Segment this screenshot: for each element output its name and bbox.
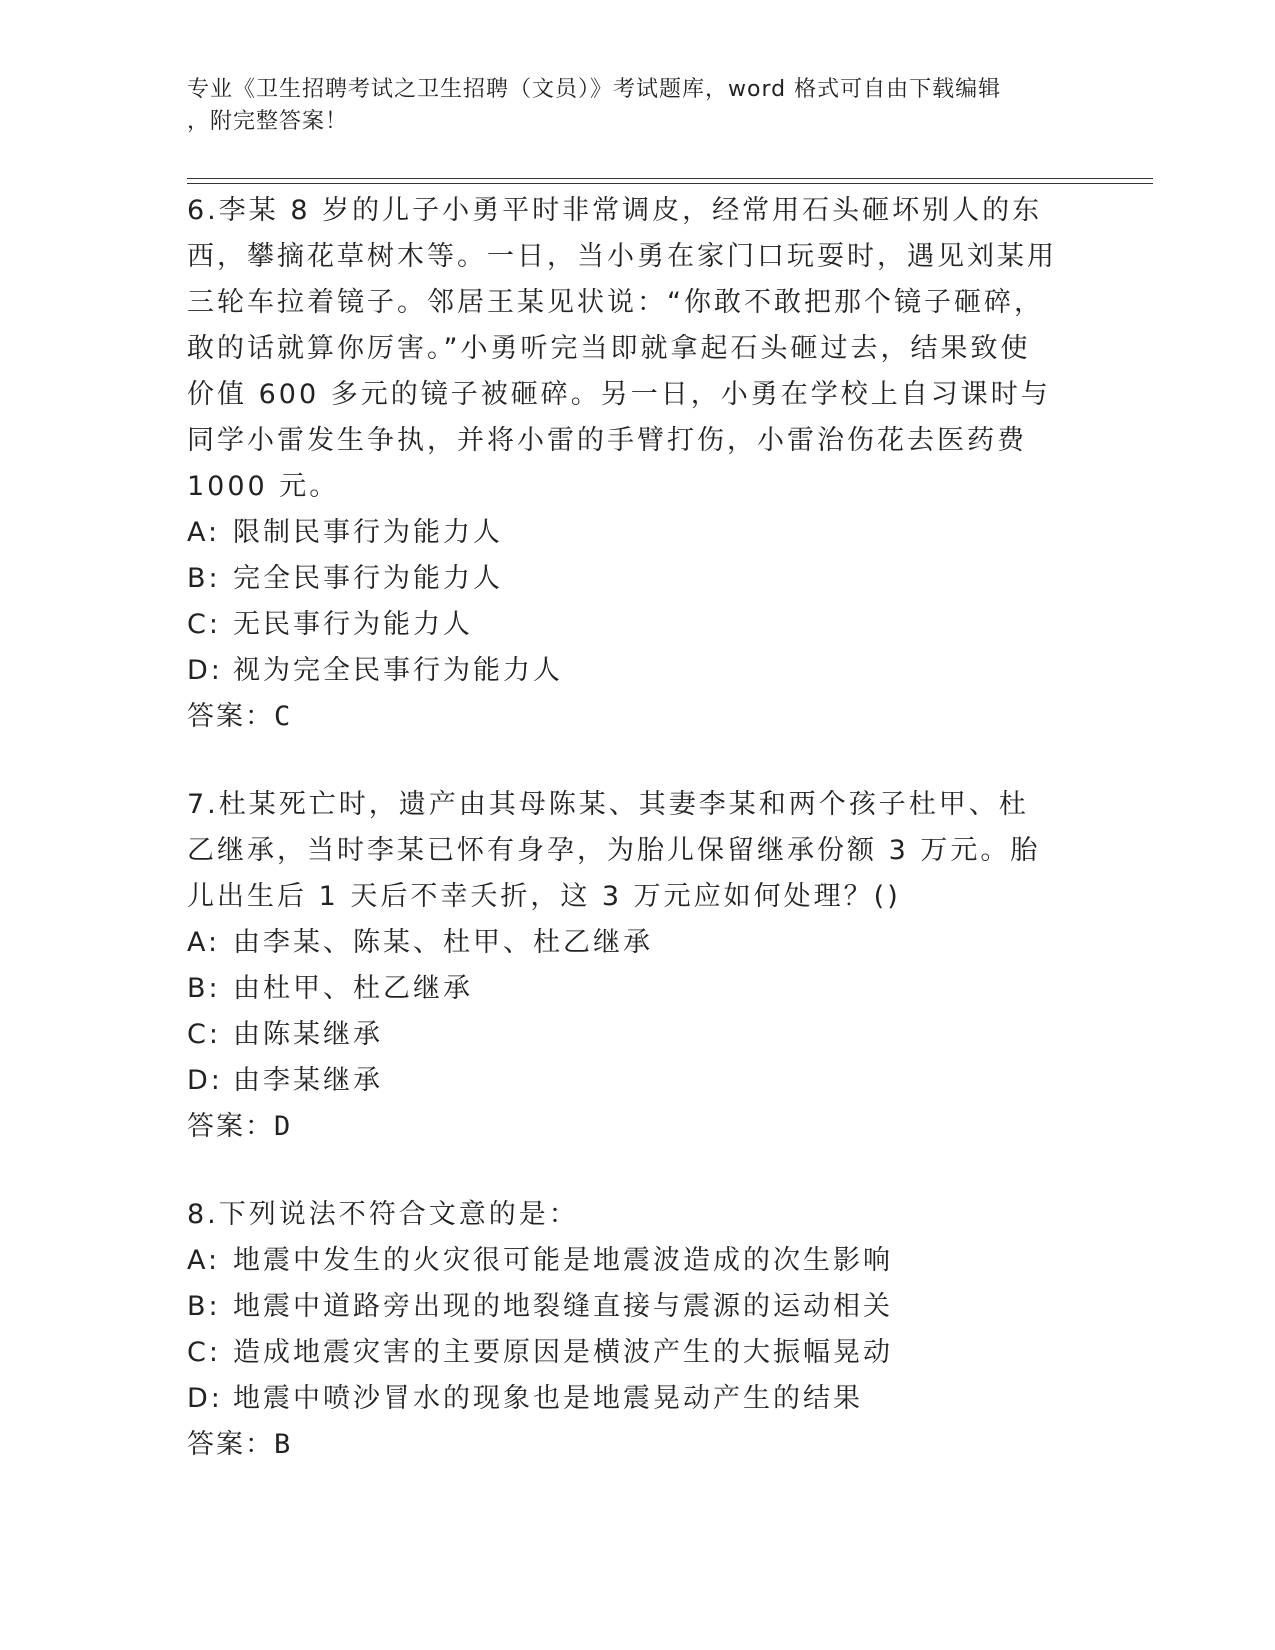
option-text: 由杜甲、杜乙继承 bbox=[233, 973, 473, 1004]
option-c bbox=[187, 1330, 1057, 1376]
option-b bbox=[187, 556, 1057, 602]
option-key: A: bbox=[187, 1245, 221, 1276]
header-line-2: ，附完整答案！ bbox=[187, 109, 349, 134]
question-list bbox=[187, 188, 1057, 1510]
option-d bbox=[187, 648, 1057, 694]
option-key: D: bbox=[187, 1383, 223, 1414]
option-key: C: bbox=[187, 1337, 221, 1368]
option-text: 地震中喷沙冒水的现象也是地震晃动产生的结果 bbox=[233, 1383, 863, 1414]
option-text: 视为完全民事行为能力人 bbox=[233, 655, 563, 686]
option-key: B: bbox=[187, 973, 221, 1004]
option-c bbox=[187, 602, 1057, 648]
question-8 bbox=[187, 1192, 1057, 1468]
answer-line: 答案：B bbox=[187, 1429, 293, 1460]
option-a bbox=[187, 1238, 1057, 1284]
header-divider-bottom bbox=[187, 183, 1153, 184]
option-b bbox=[187, 966, 1057, 1012]
answer-line: 答案：D bbox=[187, 1111, 293, 1142]
option-b bbox=[187, 1284, 1057, 1330]
option-d bbox=[187, 1376, 1057, 1422]
option-text: 造成地震灾害的主要原因是横波产生的大振幅晃动 bbox=[233, 1337, 893, 1368]
question-stem: 6.李某 8 岁的儿子小勇平时非常调皮，经常用石头砸坏别人的东西，攀摘花草树木等。一日，当小勇在家门口玩耍时，遇见刘某用三轮车拉着镜子。邻居王某见状说：“你敢不敢把那个镜子砸碎，敢的话就算你厉害。”小勇听完当即就拿起石头砸过去，结果致使价值 600 多元的镜子被砸碎。另一日，小勇在学校上自习课时与同学小雷发生争执，并将小雷的手臂打伤，小雷治伤花去医药费 1000 元。 bbox=[187, 195, 1057, 502]
option-c bbox=[187, 1012, 1057, 1058]
question-stem: 7.杜某死亡时，遗产由其母陈某、其妻李某和两个孩子杜甲、杜乙继承，当时李某已怀有身孕，为胎儿保留继承份额 3 万元。胎儿出生后 1 天后不幸夭折，这 3 万元应如何处理？() bbox=[187, 789, 1041, 912]
option-d bbox=[187, 1058, 1057, 1104]
option-key: B: bbox=[187, 1291, 221, 1322]
option-key: B: bbox=[187, 563, 221, 594]
option-key: D: bbox=[187, 655, 223, 686]
option-key: C: bbox=[187, 609, 221, 640]
option-text: 地震中道路旁出现的地裂缝直接与震源的运动相关 bbox=[233, 1291, 893, 1322]
option-text: 由陈某继承 bbox=[233, 1019, 383, 1050]
header-divider-top bbox=[187, 178, 1153, 179]
header-line-1: 专业《卫生招聘考试之卫生招聘（文员）》考试题库，word 格式可自由下载编辑 bbox=[187, 77, 1002, 102]
option-a bbox=[187, 510, 1057, 556]
option-key: C: bbox=[187, 1019, 221, 1050]
option-text: 由李某继承 bbox=[233, 1065, 383, 1096]
question-stem: 8.下列说法不符合文意的是： bbox=[187, 1199, 579, 1230]
option-key: A: bbox=[187, 927, 221, 958]
option-key: A: bbox=[187, 517, 221, 548]
option-text: 无民事行为能力人 bbox=[233, 609, 473, 640]
option-text: 由李某、陈某、杜甲、杜乙继承 bbox=[233, 927, 653, 958]
option-a bbox=[187, 920, 1057, 966]
document-header bbox=[187, 74, 1067, 138]
answer-line: 答案：C bbox=[187, 701, 293, 732]
option-text: 地震中发生的火灾很可能是地震波造成的次生影响 bbox=[233, 1245, 893, 1276]
option-text: 完全民事行为能力人 bbox=[233, 563, 503, 594]
option-key: D: bbox=[187, 1065, 223, 1096]
question-6 bbox=[187, 188, 1057, 740]
question-7 bbox=[187, 782, 1057, 1150]
option-text: 限制民事行为能力人 bbox=[233, 517, 503, 548]
